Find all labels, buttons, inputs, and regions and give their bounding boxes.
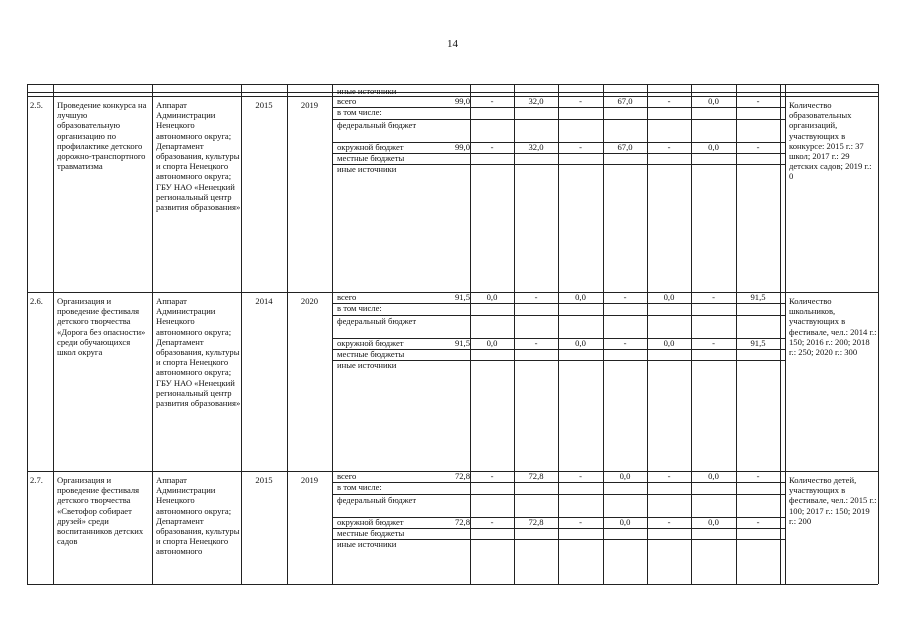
value-okrug: 72,8 [528, 516, 544, 527]
measure-name: Организация и проведение фестиваля детского творчества «Дорога без опасности» среди обучающихся школ округа [57, 296, 146, 358]
value-okrug: 0,0 [708, 141, 719, 152]
value-okrug: - [756, 141, 760, 152]
executor: Аппарат Администрации Ненецкого автономного округа; Департамент образования, культуры и спорта Ненецкого автономного округа; ГБУ НАО «Ненецкий региональный центр развития образования» [156, 296, 241, 409]
source-okrug: окружной бюджет [337, 337, 404, 348]
table-bottom-border [27, 584, 878, 585]
value-okrug: - [579, 516, 582, 527]
executor: Аппарат Администрации Ненецкого автономного округа; Департамент образования, культуры и спорта Ненецкого автономного округа; ГБУ НАО «Ненецкий региональный центр развития образования» [156, 100, 241, 213]
value-total: 99,0 [454, 96, 470, 106]
column-rule [780, 84, 781, 584]
value-okrug: - [667, 516, 671, 527]
value-okrug: 0,0 [619, 516, 631, 527]
value-total: 72,8 [528, 471, 544, 481]
value-total: - [490, 471, 494, 481]
value-okrug: 0,0 [575, 337, 586, 348]
measure-name: Проведение конкурса на лучшую образовательную организацию по профилактике детского дорожно-транспортного травматизма [57, 100, 147, 172]
sub-row-rule [332, 164, 785, 165]
value-total: 0,0 [619, 471, 631, 481]
source-including: в том числе: [337, 107, 382, 118]
value-total: 0,0 [663, 292, 675, 302]
column-rule [287, 84, 288, 584]
column-rule [603, 84, 604, 584]
value-total: 0,0 [575, 292, 586, 302]
value-total: - [534, 292, 538, 302]
value-total: 72,8 [454, 471, 470, 481]
source-other: иные источники [337, 360, 397, 371]
value-total: 0,0 [486, 292, 498, 302]
start-year: 2015 [255, 475, 273, 485]
source-including: в том числе: [337, 482, 382, 493]
value-total: 0,0 [708, 96, 719, 106]
value-total: - [579, 471, 582, 481]
value-total: - [490, 96, 494, 106]
value-okrug: 0,0 [708, 516, 719, 527]
value-total: 32,0 [528, 96, 544, 106]
source-other: иные источники [337, 164, 397, 175]
source-federal: федеральный бюджет [337, 119, 417, 130]
value-okrug: - [623, 337, 627, 348]
source-local: местные бюджеты [337, 349, 405, 359]
indicator: Количество детей, участвующих в фестивале, чел.: 2015 г.: 100; 2017 г.: 150; 2019 г.: 200 [789, 475, 877, 526]
value-okrug: - [712, 337, 715, 348]
end-year: 2019 [300, 475, 319, 485]
value-total: 0,0 [708, 471, 719, 481]
column-rule [53, 84, 54, 584]
row-number: 2.7. [30, 475, 43, 485]
source-including: в том числе: [337, 303, 382, 314]
column-rule [152, 84, 153, 584]
column-rule [514, 84, 515, 584]
sub-row-rule [332, 107, 785, 108]
value-okrug: 0,0 [486, 337, 498, 348]
column-rule [878, 84, 879, 584]
value-okrug: - [534, 337, 538, 348]
value-total: 67,0 [617, 96, 633, 106]
column-rule [647, 84, 648, 584]
value-okrug: 99,0 [454, 141, 470, 152]
row-rule [785, 471, 878, 472]
value-total: 91,5 [750, 292, 766, 302]
value-total: - [623, 292, 627, 302]
value-okrug: - [667, 141, 671, 152]
column-rule [332, 84, 333, 584]
value-okrug: 0,0 [663, 337, 675, 348]
value-okrug: - [756, 516, 760, 527]
value-total: - [756, 471, 760, 481]
end-year: 2019 [300, 100, 319, 110]
column-rule [736, 84, 737, 584]
value-okrug: 72,8 [454, 516, 470, 527]
value-okrug: - [490, 141, 494, 152]
sub-row-rule [332, 539, 785, 540]
value-total: - [756, 96, 760, 106]
indicator: Количество школьников, участвующих в фестивале, чел.: 2014 г.: 150; 2016 г.: 200; 2018 г.: 250; 2020 г.: 300 [789, 296, 877, 358]
row-rule [785, 96, 878, 97]
source-federal: федеральный бюджет [337, 315, 417, 326]
source-other: иные источники [337, 539, 397, 550]
executor: Аппарат Администрации Ненецкого автономного округа; Департамент образования, культуры и спорта Ненецкого автономного [156, 475, 240, 557]
source-local: местные бюджеты [337, 153, 405, 163]
value-okrug: 91,5 [454, 337, 470, 348]
value-total: - [667, 96, 671, 106]
sub-row-rule [332, 303, 785, 304]
start-year: 2014 [255, 296, 273, 306]
value-total: - [712, 292, 715, 302]
value-okrug: 32,0 [528, 141, 544, 152]
column-rule [785, 84, 786, 584]
value-okrug: 91,5 [750, 337, 766, 348]
indicator: Количество образовательных организаций, участвующих в конкурсе: 2015 г.: 37 школ; 2017 г.: 29 детских садов; 2019 г.: 0 [789, 100, 872, 182]
top-row-source-label: иные источники [337, 85, 397, 96]
source-okrug: окружной бюджет [337, 516, 404, 527]
start-year: 2015 [255, 100, 273, 110]
source-okrug: окружной бюджет [337, 141, 404, 152]
sub-row-rule [332, 482, 785, 483]
page-number: 14 [447, 38, 458, 50]
value-okrug: - [579, 141, 582, 152]
column-rule [691, 84, 692, 584]
value-total: - [667, 471, 671, 481]
table-header-rule [27, 92, 878, 93]
source-total: всего [337, 471, 357, 481]
column-rule [27, 84, 28, 584]
source-total: всего [337, 96, 357, 106]
end-year: 2020 [300, 296, 319, 306]
row-number: 2.5. [30, 100, 43, 110]
column-rule [558, 84, 559, 584]
source-local: местные бюджеты [337, 528, 405, 538]
value-total: - [579, 96, 582, 106]
row-number: 2.6. [30, 296, 43, 306]
value-okrug: 67,0 [617, 141, 633, 152]
source-federal: федеральный бюджет [337, 494, 417, 505]
column-rule [470, 84, 471, 584]
table-top-border [27, 84, 878, 85]
row-rule [785, 292, 878, 293]
sub-row-rule [332, 360, 785, 361]
value-total: 91,5 [454, 292, 470, 302]
measure-name: Организация и проведение фестиваля детского творчества «Светофор собирает друзей» среди воспитанников детских садов [57, 475, 144, 547]
value-okrug: - [490, 516, 494, 527]
source-total: всего [337, 292, 357, 302]
